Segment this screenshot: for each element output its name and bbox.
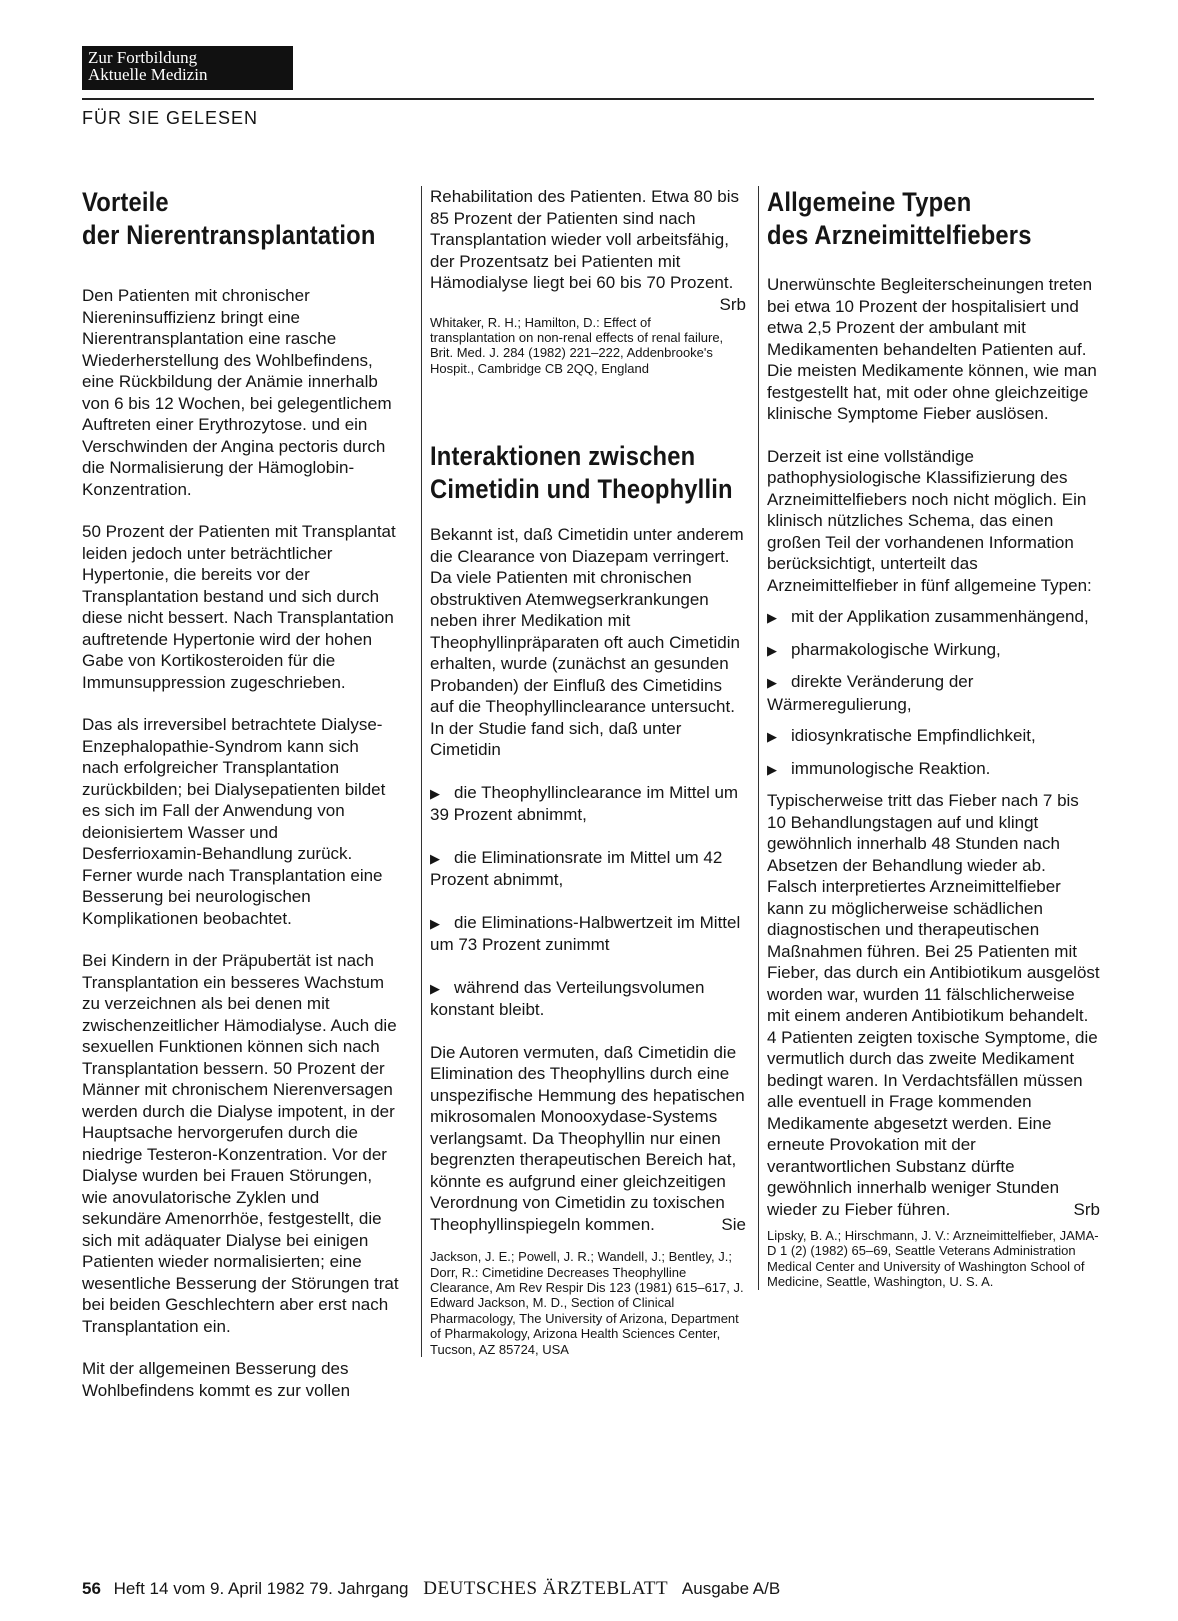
triangle-right-icon: ▶ bbox=[430, 850, 440, 866]
spacer bbox=[430, 891, 746, 912]
article-1-title-line-1: Vorteile bbox=[82, 187, 169, 217]
article-2-bullet bbox=[430, 912, 746, 956]
article-3-reference: Lipsky, B. A.; Hirschmann, J. V.: Arzneimittelfieber, JAMA-D 1 (2) (1982) 65–69, Seattle Veterans Administration Medical Center and University of Washington School of Medicine, Seattle, Washington, U. S. A. bbox=[767, 1228, 1099, 1290]
journal-name: DEUTSCHES ÄRZTEBLATT bbox=[423, 1578, 669, 1599]
triangle-right-icon: ▶ bbox=[430, 915, 440, 931]
article-2-reference: Jackson, J. E.; Powell, J. R.; Wandell, J.; Bentley, J.; Dorr, R.: Cimetidine Decreases Theophylline Clearance, Am Rev Respir Dis 123 (1981) 615–617, J. Edward Jackson, M. D., Section of Clinical Pharmacology, The University of Arizona, Department of Pharmakology, Arizona Health Sciences Center, Tucson, AZ 85724, USA bbox=[430, 1249, 744, 1357]
bullet-text: die Eliminationsrate im Mittel um 42 Prozent abnimmt, bbox=[430, 847, 723, 890]
header-line-2: Aktuelle Medizin bbox=[88, 65, 208, 84]
triangle-right-icon: ▶ bbox=[767, 642, 777, 658]
spacer bbox=[767, 629, 1100, 639]
header-rule bbox=[82, 98, 1094, 100]
article-2-paragraph-2-text: Die Autoren vermuten, daß Cimetidin die Elimination des Theophyllins durch eine unspezifische Hemmung des hepatischen mikrosomalen Monooxydase-Systems verlangsamt. Da Theophyllin nur einen begrenzten therapeutischen Bereich hat, könnte es aufgrund einer gleichzeitigen Verordnung von Cimetidin zu toxischen Theophyllinspiegeln kommen. bbox=[430, 1042, 745, 1234]
article-2-signature: Sie bbox=[721, 1214, 746, 1234]
spacer bbox=[430, 1021, 746, 1042]
spacer bbox=[767, 748, 1100, 758]
triangle-right-icon: ▶ bbox=[767, 675, 777, 690]
bullet-text: idiosynkratische Empfindlichkeit, bbox=[791, 726, 1036, 745]
article-3-title-line-2: des Arzneimittelfiebers bbox=[767, 220, 1032, 250]
article-2-title bbox=[430, 440, 747, 506]
header-line-1: Zur Fortbildung bbox=[88, 48, 198, 67]
article-2-bullet bbox=[430, 847, 746, 891]
department-header bbox=[82, 46, 293, 90]
triangle-right-icon: ▶ bbox=[767, 729, 777, 744]
article-2-bullet bbox=[430, 782, 746, 826]
spacer bbox=[430, 826, 746, 847]
spacer bbox=[767, 425, 1100, 446]
spacer bbox=[430, 294, 746, 315]
bullet-text: die Theophyllinclearance im Mittel um 39 Prozent abnimmt, bbox=[430, 782, 739, 825]
spacer bbox=[430, 761, 746, 782]
article-3-paragraph-1: Unerwünschte Begleiterscheinungen treten bei etwa 10 Prozent der hospitalisiert und etwa 2,5 Prozent der ambulant mit Medikamenten behandelten Patienten auf. Die meisten Medikamente können, wie man festgestellt hat, mit oder ohne gleichzeitige klinische Symptome Fieber auslösen. bbox=[767, 275, 1097, 423]
article-1-paragraph-1: Den Patienten mit chronischer Niereninsuffizienz bringt eine Nierentransplantation eine rasche Wiederherstellung des Wohlbefindens, eine Rückbildung der Anämie innerhalb von 6 bis 12 Wochen, bei gelegentlichem Auftreten einer Erythrozytose. und ein Verschwinden der Angina pectoris durch die Normalisierung der Hämoglobin-Konzentration. bbox=[82, 286, 392, 499]
bullet-text: die Eliminations-Halbwertzeit im Mittel um 73 Prozent zunimmt bbox=[430, 912, 741, 955]
spacer bbox=[82, 693, 399, 714]
article-3-paragraph-3 bbox=[767, 790, 1100, 1220]
article-3-title bbox=[767, 186, 1101, 252]
page-number: 56 bbox=[82, 1579, 101, 1598]
spacer bbox=[767, 780, 1100, 790]
column-2 bbox=[421, 186, 746, 1357]
article-1-paragraph-3: Das als irreversibel betrachtete Dialyse-Enzephalopathie-Syndrom kann sich nach erfolgreicher Transplantation zurückbilden; bei Dialysepatienten bildet es sich im Fall der Anwendung von deionisiertem Wasser und Desferrioxamin-Behandlung zurück. Ferner wurde nach Transplantation eine Besserung bei neurologischen Komplikationen beobachtet. bbox=[82, 715, 386, 928]
spacer bbox=[82, 500, 399, 521]
triangle-right-icon: ▶ bbox=[430, 785, 440, 801]
article-1-reference: Whitaker, R. H.; Hamilton, D.: Effect of transplantation on non-renal effects of renal failure, Brit. Med. J. 284 (1982) 221–222, Addenbrooke's Hospit., Cambridge CB 2QQ, England bbox=[430, 314, 724, 376]
triangle-right-icon: ▶ bbox=[430, 980, 440, 996]
bullet-text: pharmakologische Wirkung, bbox=[791, 639, 1001, 659]
spacer bbox=[430, 376, 746, 440]
article-2-bullet bbox=[430, 977, 746, 1021]
bullet-text: direkte Veränderung der Wärmeregulierung, bbox=[767, 672, 974, 714]
article-1-paragraph-5-continued bbox=[430, 186, 746, 314]
spacer bbox=[82, 252, 399, 285]
column-3 bbox=[758, 186, 1100, 1290]
spacer bbox=[767, 1220, 1100, 1228]
article-3-bullet bbox=[767, 725, 1100, 748]
edition-info: Ausgabe A/B bbox=[681, 1579, 781, 1598]
article-3-bullet bbox=[767, 639, 1100, 662]
spacer bbox=[430, 1235, 746, 1249]
article-1-title bbox=[82, 186, 400, 252]
article-3-bullet bbox=[767, 758, 1100, 781]
page-footer bbox=[82, 1578, 780, 1600]
spacer bbox=[767, 715, 1100, 725]
article-1-continuation-text: Rehabilitation des Patienten. Etwa 80 bis 85 Prozent der Patienten sind nach Transplantation wieder voll arbeitsfähig, der Prozentsatz bei Patienten mit Hämodialyse liegt bei 60 bis 70 Prozent. bbox=[430, 187, 740, 292]
spacer bbox=[82, 929, 399, 950]
triangle-right-icon: ▶ bbox=[767, 761, 777, 777]
article-1-paragraph-4: Bei Kindern in der Präpubertät ist nach Transplantation ein besseres Wachstum zu verzeichnen als bei denen mit zwischenzeitlicher Hämodialyse. Auch die sexuellen Funktionen können sich nach Transplantation bessern. 50 Prozent der Männer mit chronischem Nierenversagen werden durch die Dialyse impotent, in der Hauptsache hervorgerufen durch die niedrige Testeron-Konzentration. Vor der Dialyse wurden bei Frauen Störungen, wie anovulatorische Zyklen und sekundäre Amenorrhöe, festgestellt, die sich mit adäquater Dialyse bei einigen Patienten wieder normalisierten; eine wesentliche Besserung der Störungen trat bei beiden Geschlechtern aber erst nach Transplantation ein. bbox=[82, 951, 399, 1336]
article-3-title-line-1: Allgemeine Typen bbox=[767, 187, 972, 217]
spacer bbox=[430, 956, 746, 977]
column-1 bbox=[82, 186, 399, 1401]
bullet-text: mit der Applikation zusammenhängend, bbox=[791, 607, 1089, 626]
spacer bbox=[430, 506, 746, 524]
article-3-paragraph-2: Derzeit ist eine vollständige pathophysiologische Klassifizierung des Arzneimittelfiebers noch nicht möglich. Ein klinisch nützliches Schema, das einen großen Teil der vorhandenen Information berücksichtigt, unterteilt das Arzneimittelfieber in fünf allgemeine Typen: bbox=[767, 446, 1092, 595]
bullet-text: während das Verteilungsvolumen konstant bleibt. bbox=[430, 977, 705, 1020]
spacer bbox=[767, 596, 1100, 606]
section-label: FÜR SIE GELESEN bbox=[82, 108, 259, 128]
article-2-paragraph-2 bbox=[430, 1042, 746, 1236]
article-1-title-line-2: der Nierentransplantation bbox=[82, 220, 376, 250]
article-2-paragraph-1: Bekannt ist, daß Cimetidin unter anderem die Clearance von Diazepam verringert. Da viele Patienten mit chronischen obstruktiven Atemwegserkrankungen neben ihrer Medikation mit Theophyllinpräparaten oft auch Cimetidin erhalten, wurde (zunächst an gesunden Probanden) der Einfluß des Cimetidins auf die Theophyllinclearance untersucht. In der Studie fand sich, daß unter Cimetidin bbox=[430, 525, 744, 760]
article-2-title-line-2: Cimetidin und Theophyllin bbox=[430, 474, 733, 505]
spacer bbox=[767, 252, 1100, 274]
triangle-right-icon: ▶ bbox=[767, 610, 777, 625]
article-2-title-line-1: Interaktionen zwischen bbox=[430, 441, 696, 472]
article-3-paragraph-3-text: Typischerweise tritt das Fieber nach 7 bis 10 Behandlungstagen auf und klingt gewöhnlich innerhalb 48 Stunden nach Absetzen der Behandlung wieder ab. Falsch interpretiertes Arzneimittelfieber kann zu möglicherweise schädlichen diagnostischen und therapeutischen Maßnahmen führen. Bei 25 Patienten mit Fieber, das durch ein Antibiotikum ausgelöst worden war, wurden 11 fälschlicherweise mit einem anderen Antibiotikum behandelt. 4 Patienten zeigten toxische Symptome, die vermutlich durch das zweite Medikament bedingt waren. In Verdachtsfällen müssen alle eventuell in Frage kommenden Medikamente abgesetzt werden. Eine erneute Provokation mit der verantwortlichen Substanz dürfte gewöhnlich innerhalb weniger Stunden wieder zu Fieber führen. bbox=[767, 791, 1100, 1219]
issue-info: Heft 14 vom 9. April 1982 79. Jahrgang bbox=[113, 1579, 409, 1598]
article-3-bullet bbox=[767, 671, 1100, 715]
article-1-paragraph-5: Mit der allgemeinen Besserung des Wohlbefindens kommt es zur vollen bbox=[82, 1359, 351, 1400]
spacer bbox=[767, 661, 1100, 671]
bullet-text: immunologische Reaktion. bbox=[791, 758, 991, 778]
article-3-bullet bbox=[767, 606, 1100, 629]
article-3-signature: Srb bbox=[1073, 1199, 1100, 1219]
spacer bbox=[82, 1337, 399, 1358]
article-1-paragraph-2: 50 Prozent der Patienten mit Transplantat leiden jedoch unter beträchtlicher Hypertonie, die bereits vor der Transplantation bestand und sich durch diese nicht bessert. Nach Transplantation auftretende Hypertonie wird der hohen Gabe von Kortikosteroiden für die Immunsuppression zugeschrieben. bbox=[82, 522, 396, 692]
article-1-signature: Srb bbox=[719, 294, 746, 314]
